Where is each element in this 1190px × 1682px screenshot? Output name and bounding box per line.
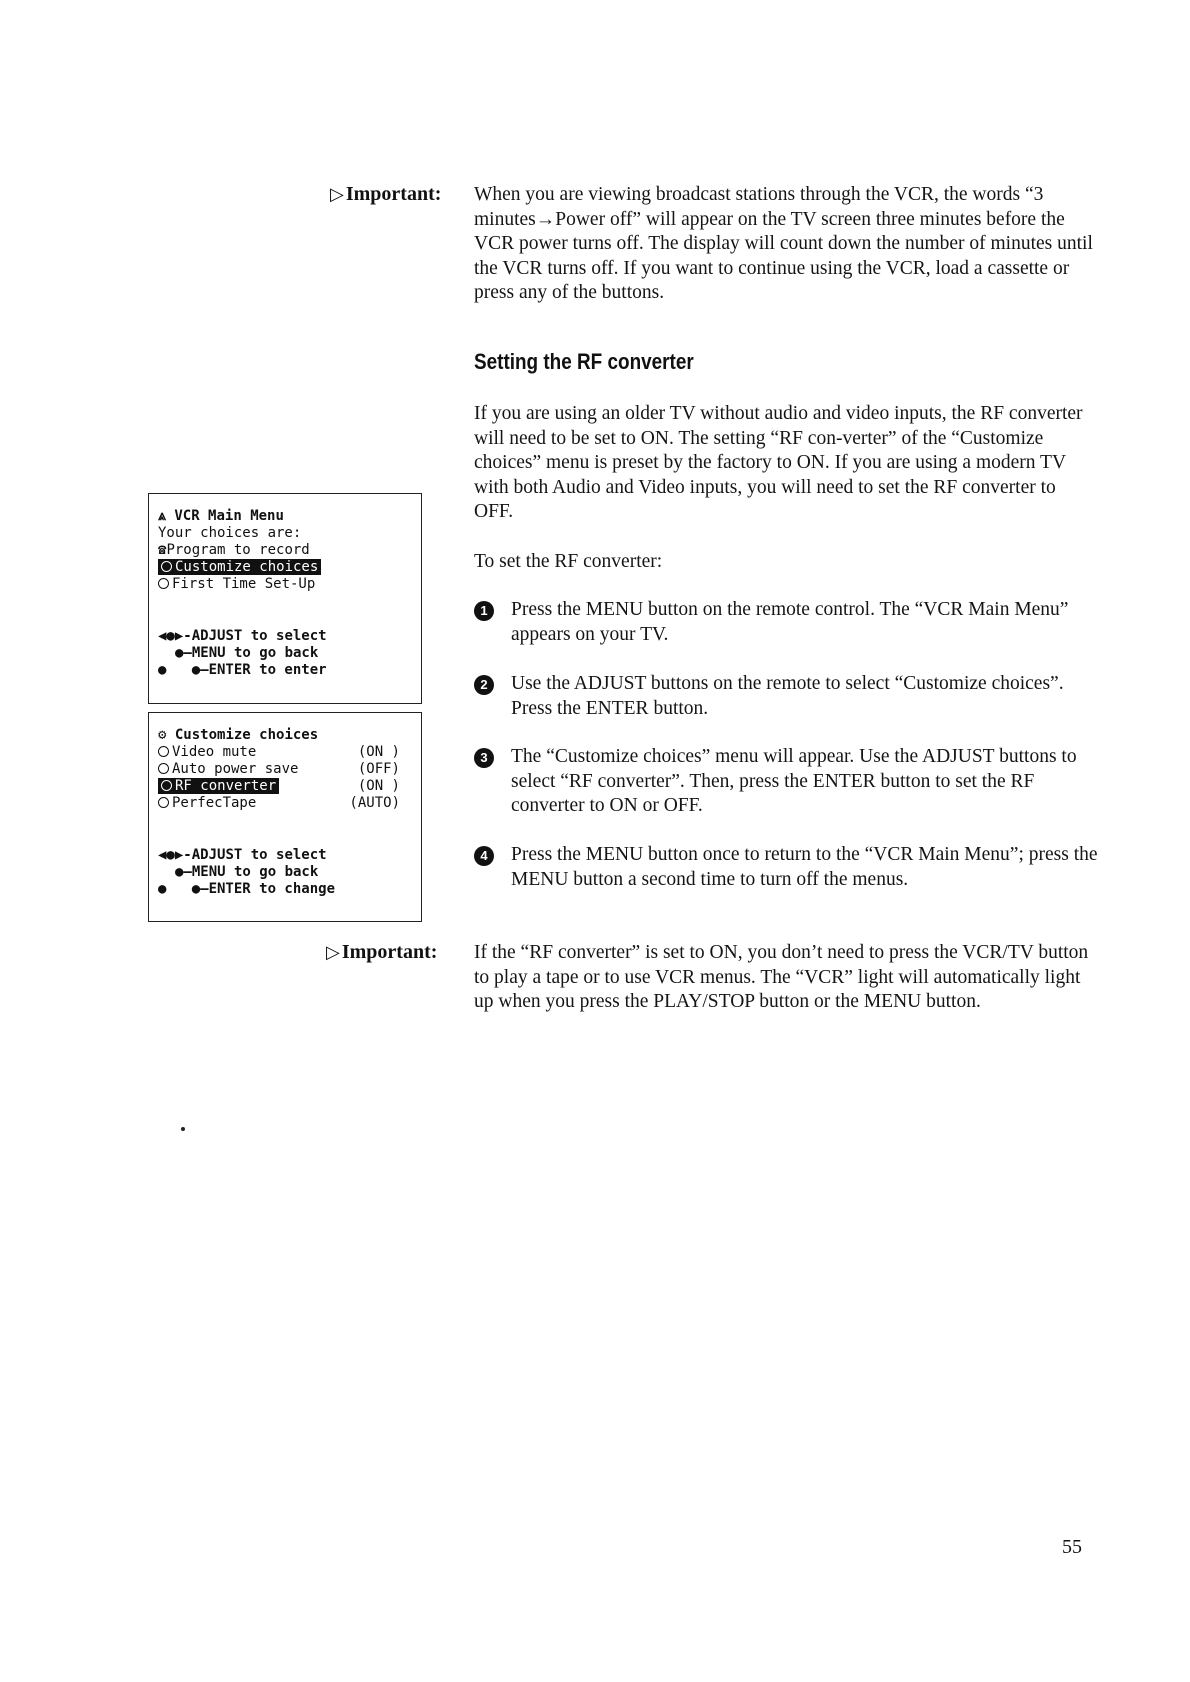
- menu-button-icon: ●—: [175, 864, 192, 880]
- selected-icon: [161, 561, 172, 572]
- osd1-item-first-time: First Time Set-Up: [158, 576, 315, 593]
- osd1-title: ⩓ VCR Main Menu: [158, 508, 284, 524]
- osd2-help-adjust: ◀●▶-ADJUST to select: [158, 847, 327, 863]
- circle-icon: [158, 746, 169, 757]
- osd1-help-enter: ● ●—ENTER to enter: [158, 662, 327, 678]
- osd1-subtitle: Your choices are:: [158, 525, 302, 541]
- osd2-title: ⚙ Customize choices: [158, 727, 319, 743]
- circle-icon: [158, 578, 169, 589]
- important-paragraph-1: When you are viewing broadcast stations through the VCR, the words “3 minutes→Power off” will appear on the TV screen three minutes before the VCR power turns off. The display will count down the number of minutes until the VCR turns off. If you want to continue using the VCR, load a cassette or press any of the buttons.: [474, 184, 1093, 303]
- menu-button-icon: ●—: [175, 645, 192, 661]
- circle-icon: [158, 763, 169, 774]
- customize-icon: ⚙: [158, 727, 167, 743]
- section-heading: Setting the RF converter: [474, 349, 694, 374]
- vcr-logo-icon: ⩓: [158, 508, 166, 524]
- step-number-2: 2: [474, 675, 494, 695]
- important-label-2: [326, 941, 437, 964]
- to-set-line: To set the RF converter:: [474, 551, 663, 572]
- osd2-item-rf-converter: RF converter (ON ): [158, 778, 410, 795]
- step-text-2: Use the ADJUST buttons on the remote to select “Customize choices”. Press the ENTER button.: [511, 673, 1064, 719]
- osd1-item-program: ☎Program to record: [158, 542, 310, 558]
- step-text-1: Press the MENU button on the remote control. The “VCR Main Menu” appears on your TV.: [511, 599, 1069, 645]
- customize-choices-screen: [148, 712, 422, 922]
- step-number-3: 3: [474, 748, 494, 768]
- circle-icon: [158, 797, 169, 808]
- important-text: Important:: [345, 183, 442, 205]
- triangle-icon: ▷: [326, 942, 340, 962]
- step-text-3: The “Customize choices” menu will appear. Use the ADJUST buttons to select “RF converter”. Then, press the ENTER button to set the RF converter to ON or OFF.: [511, 746, 1077, 816]
- step-text-4: Press the MENU button once to return to the “VCR Main Menu”; press the MENU button a second time to turn off the menus.: [511, 844, 1098, 890]
- important-label-1: [330, 183, 441, 206]
- adjust-arrows-icon: ◀●▶: [158, 628, 184, 644]
- osd2-help-enter: ● ●—ENTER to change: [158, 881, 336, 897]
- important-text: Important:: [341, 941, 438, 963]
- enter-button-icon: ● ●—: [158, 881, 209, 897]
- step-number-4: 4: [474, 846, 494, 866]
- selected-icon: [161, 780, 172, 791]
- important-paragraph-2: If the “RF converter” is set to ON, you don’t need to press the VCR/TV button to play a tape or to use VCR menus. The “VCR” light will automatically light up when you press the PLAY/STOP button or the MENU button.: [474, 942, 1089, 1012]
- osd1-help-menu: ●—MENU to go back: [175, 645, 319, 661]
- enter-button-icon: ● ●—: [158, 662, 209, 678]
- osd2-item-video-mute: Video mute (ON ): [158, 744, 410, 761]
- page-number: 55: [1062, 1536, 1082, 1558]
- stray-dot: [181, 1127, 185, 1131]
- vcr-main-menu-screen: [148, 493, 422, 704]
- intro-paragraph: If you are using an older TV without audio and video inputs, the RF converter will need to be set to ON. The setting “RF con-verter” of the “Customize choices” menu is preset by the factory to ON. If you are using a modern TV with both Audio and Video inputs, you will need to set the RF converter to OFF.: [474, 403, 1083, 522]
- phone-icon: ☎: [158, 542, 167, 558]
- osd1-help-adjust: ◀●▶-ADJUST to select: [158, 628, 327, 644]
- osd2-help-menu: ●—MENU to go back: [175, 864, 319, 880]
- osd2-item-perfectape: PerfecTape (AUTO): [158, 795, 410, 812]
- osd2-item-auto-power: Auto power save (OFF): [158, 761, 410, 778]
- step-number-1: 1: [474, 601, 494, 621]
- adjust-arrows-icon: ◀●▶: [158, 847, 184, 863]
- osd1-item-customize: Customize choices: [158, 559, 321, 576]
- triangle-icon: ▷: [330, 184, 344, 204]
